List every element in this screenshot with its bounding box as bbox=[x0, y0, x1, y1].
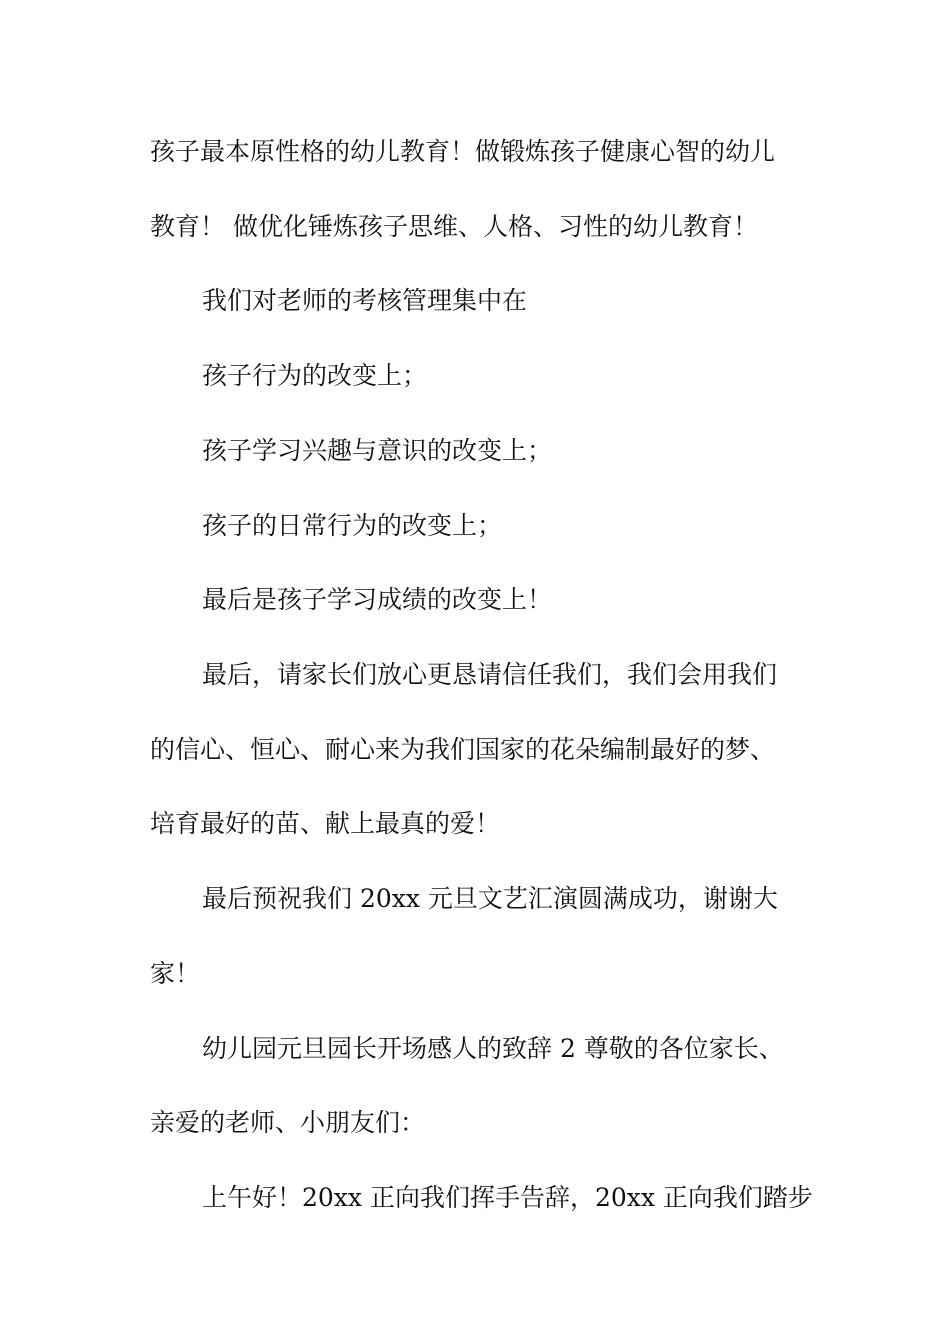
text-line: 幼儿园元旦园长开场感人的致辞 2 尊敬的各位家长、 bbox=[202, 1034, 784, 1063]
text-line: 孩子最本原性格的幼儿教育！做锻炼孩子健康心智的幼儿 bbox=[150, 137, 776, 166]
text-line: 最后，请家长们放心更恳请信任我们，我们会用我们 bbox=[202, 660, 778, 689]
text-line: 亲爱的老师、小朋友们： bbox=[150, 1108, 426, 1137]
text-line: 孩子学习兴趣与意识的改变上； bbox=[202, 436, 553, 465]
text-line: 最后是孩子学习成绩的改变上！ bbox=[202, 585, 553, 614]
text-line: 最后预祝我们 20xx 元旦文艺汇演圆满成功，谢谢大 bbox=[202, 884, 778, 913]
text-line: 上午好！20xx 正向我们挥手告辞，20xx 正向我们踏步 bbox=[202, 1183, 813, 1212]
text-line: 孩子行为的改变上； bbox=[202, 361, 428, 390]
text-line: 的信心、恒心、耐心来为我们国家的花朵编制最好的梦、 bbox=[150, 735, 776, 764]
text-line: 孩子的日常行为的改变上； bbox=[202, 511, 503, 540]
text-line: 教育！ 做优化锤炼孩子思维、人格、习性的幼儿教育！ bbox=[150, 212, 758, 241]
text-line: 我们对老师的考核管理集中在 bbox=[202, 286, 528, 315]
text-line: 培育最好的苗、献上最真的爱！ bbox=[150, 809, 501, 838]
text-line: 家！ bbox=[150, 959, 201, 988]
